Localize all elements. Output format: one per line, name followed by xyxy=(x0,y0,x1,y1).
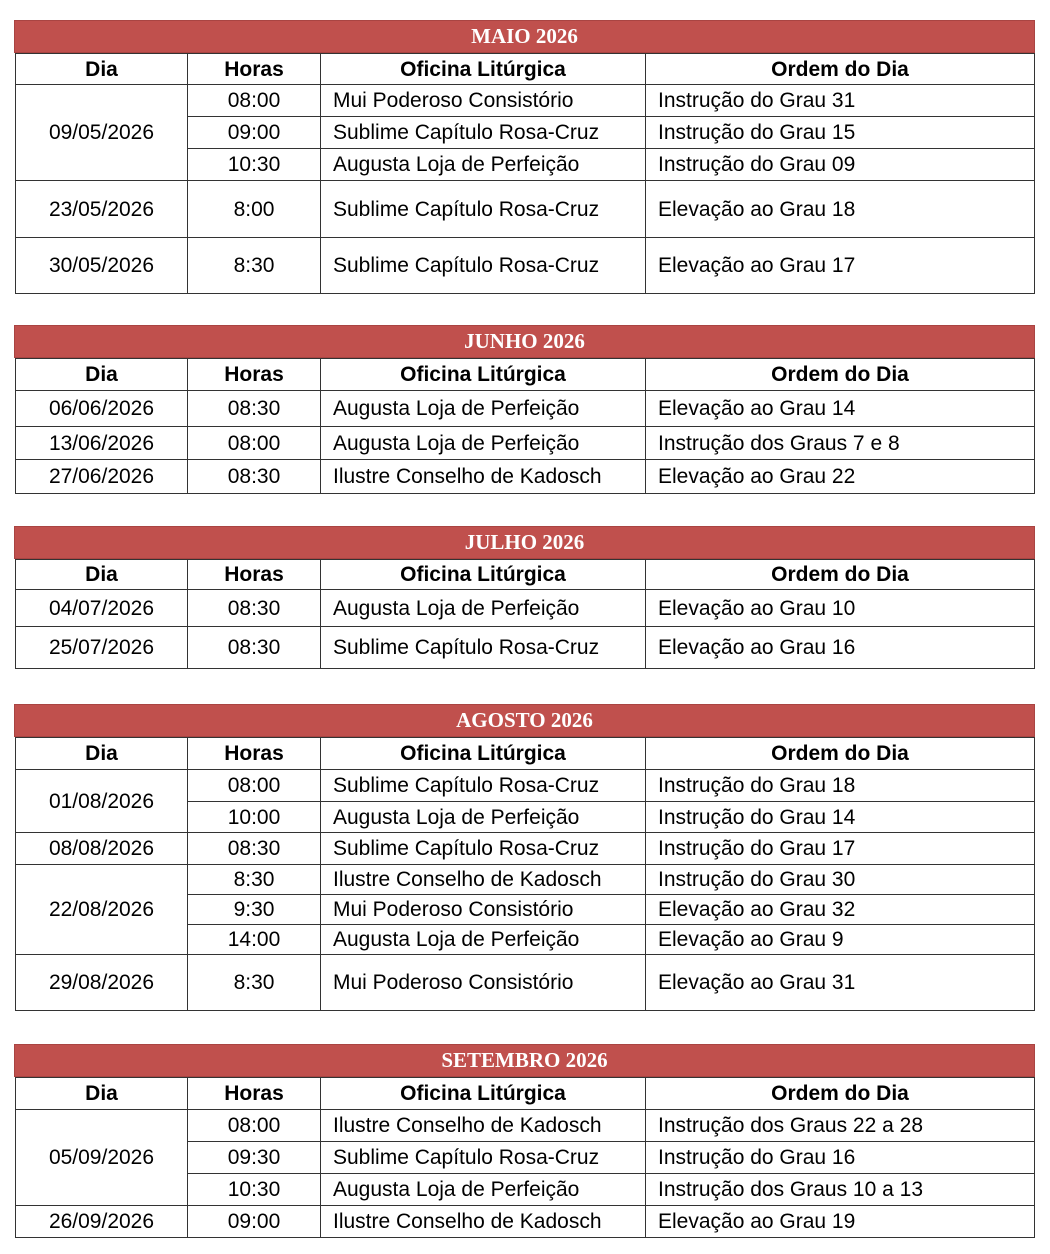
date-cell: 29/08/2026 xyxy=(16,955,188,1011)
col-header-oficina: Oficina Litúrgica xyxy=(321,54,646,85)
month-title: SETEMBRO 2026 xyxy=(14,1044,1035,1077)
col-header-ordem: Ordem do Dia xyxy=(646,359,1035,391)
col-header-horas: Horas xyxy=(188,54,321,85)
month-title: JUNHO 2026 xyxy=(14,325,1035,358)
ordem-cell: Instrução do Grau 16 xyxy=(646,1142,1035,1174)
month-section xyxy=(14,526,1035,669)
header-row xyxy=(16,1078,1035,1110)
col-header-oficina: Oficina Litúrgica xyxy=(321,1078,646,1110)
ordem-cell: Elevação ao Grau 17 xyxy=(646,238,1035,294)
date-cell: 05/09/2026 xyxy=(16,1110,188,1206)
ordem-cell: Instrução do Grau 14 xyxy=(646,802,1035,833)
col-header-ordem: Ordem do Dia xyxy=(646,54,1035,85)
ordem-cell: Elevação ao Grau 19 xyxy=(646,1206,1035,1238)
col-header-oficina: Oficina Litúrgica xyxy=(321,359,646,391)
oficina-cell: Sublime Capítulo Rosa-Cruz xyxy=(321,1142,646,1174)
ordem-cell: Instrução do Grau 17 xyxy=(646,833,1035,865)
ordem-cell: Elevação ao Grau 31 xyxy=(646,955,1035,1011)
table-row xyxy=(16,955,1035,1011)
time-cell: 08:30 xyxy=(188,460,321,494)
ordem-cell: Elevação ao Grau 10 xyxy=(646,590,1035,627)
col-header-dia: Dia xyxy=(16,738,188,770)
month-section xyxy=(14,704,1035,1011)
oficina-cell: Augusta Loja de Perfeição xyxy=(321,590,646,627)
ordem-cell: Elevação ao Grau 22 xyxy=(646,460,1035,494)
oficina-cell: Mui Poderoso Consistório xyxy=(321,85,646,117)
ordem-cell: Instrução do Grau 15 xyxy=(646,117,1035,149)
oficina-cell: Augusta Loja de Perfeição xyxy=(321,1174,646,1206)
time-cell: 8:30 xyxy=(188,238,321,294)
date-cell: 22/08/2026 xyxy=(16,865,188,955)
table-row xyxy=(16,427,1035,460)
ordem-cell: Instrução do Grau 30 xyxy=(646,865,1035,895)
schedule-table xyxy=(15,559,1035,669)
time-cell: 9:30 xyxy=(188,895,321,925)
date-cell: 01/08/2026 xyxy=(16,770,188,833)
month-title: MAIO 2026 xyxy=(14,20,1035,53)
col-header-dia: Dia xyxy=(16,359,188,391)
date-cell: 25/07/2026 xyxy=(16,627,188,669)
ordem-cell: Instrução do Grau 09 xyxy=(646,149,1035,181)
ordem-cell: Elevação ao Grau 14 xyxy=(646,391,1035,427)
date-cell: 27/06/2026 xyxy=(16,460,188,494)
col-header-dia: Dia xyxy=(16,1078,188,1110)
header-row xyxy=(16,560,1035,590)
ordem-cell: Instrução do Grau 18 xyxy=(646,770,1035,802)
ordem-cell: Instrução dos Graus 22 a 28 xyxy=(646,1110,1035,1142)
date-cell: 23/05/2026 xyxy=(16,181,188,238)
schedule-table xyxy=(15,53,1035,294)
oficina-cell: Ilustre Conselho de Kadosch xyxy=(321,1206,646,1238)
col-header-dia: Dia xyxy=(16,560,188,590)
col-header-ordem: Ordem do Dia xyxy=(646,1078,1035,1110)
time-cell: 08:00 xyxy=(188,770,321,802)
time-cell: 09:00 xyxy=(188,117,321,149)
time-cell: 10:30 xyxy=(188,1174,321,1206)
header-row xyxy=(16,738,1035,770)
table-row xyxy=(16,238,1035,294)
oficina-cell: Mui Poderoso Consistório xyxy=(321,895,646,925)
time-cell: 08:30 xyxy=(188,627,321,669)
col-header-horas: Horas xyxy=(188,359,321,391)
time-cell: 08:30 xyxy=(188,391,321,427)
date-cell: 09/05/2026 xyxy=(16,85,188,181)
table-row xyxy=(16,627,1035,669)
oficina-cell: Ilustre Conselho de Kadosch xyxy=(321,460,646,494)
table-row xyxy=(16,590,1035,627)
time-cell: 08:00 xyxy=(188,85,321,117)
header-row xyxy=(16,359,1035,391)
ordem-cell: Instrução do Grau 31 xyxy=(646,85,1035,117)
time-cell: 08:30 xyxy=(188,833,321,865)
ordem-cell: Elevação ao Grau 9 xyxy=(646,925,1035,955)
col-header-oficina: Oficina Litúrgica xyxy=(321,560,646,590)
col-header-oficina: Oficina Litúrgica xyxy=(321,738,646,770)
time-cell: 09:30 xyxy=(188,1142,321,1174)
col-header-horas: Horas xyxy=(188,560,321,590)
month-section xyxy=(14,325,1035,494)
time-cell: 08:00 xyxy=(188,1110,321,1142)
ordem-cell: Instrução dos Graus 7 e 8 xyxy=(646,427,1035,460)
oficina-cell: Sublime Capítulo Rosa-Cruz xyxy=(321,181,646,238)
oficina-cell: Sublime Capítulo Rosa-Cruz xyxy=(321,238,646,294)
table-row xyxy=(16,460,1035,494)
oficina-cell: Augusta Loja de Perfeição xyxy=(321,802,646,833)
table-row xyxy=(16,865,1035,895)
ordem-cell: Elevação ao Grau 18 xyxy=(646,181,1035,238)
oficina-cell: Augusta Loja de Perfeição xyxy=(321,149,646,181)
ordem-cell: Elevação ao Grau 32 xyxy=(646,895,1035,925)
oficina-cell: Sublime Capítulo Rosa-Cruz xyxy=(321,117,646,149)
schedule-table xyxy=(15,737,1035,1011)
table-row xyxy=(16,1110,1035,1142)
schedule-table xyxy=(15,1077,1035,1238)
date-cell: 30/05/2026 xyxy=(16,238,188,294)
oficina-cell: Augusta Loja de Perfeição xyxy=(321,427,646,460)
date-cell: 13/06/2026 xyxy=(16,427,188,460)
month-section xyxy=(14,20,1035,294)
date-cell: 06/06/2026 xyxy=(16,391,188,427)
time-cell: 09:00 xyxy=(188,1206,321,1238)
month-title: JULHO 2026 xyxy=(14,526,1035,559)
col-header-dia: Dia xyxy=(16,54,188,85)
time-cell: 8:00 xyxy=(188,181,321,238)
table-row xyxy=(16,181,1035,238)
oficina-cell: Augusta Loja de Perfeição xyxy=(321,391,646,427)
header-row xyxy=(16,54,1035,85)
col-header-ordem: Ordem do Dia xyxy=(646,738,1035,770)
time-cell: 08:00 xyxy=(188,427,321,460)
col-header-ordem: Ordem do Dia xyxy=(646,560,1035,590)
oficina-cell: Ilustre Conselho de Kadosch xyxy=(321,1110,646,1142)
oficina-cell: Sublime Capítulo Rosa-Cruz xyxy=(321,833,646,865)
month-section xyxy=(14,1044,1035,1238)
table-row xyxy=(16,770,1035,802)
col-header-horas: Horas xyxy=(188,738,321,770)
oficina-cell: Ilustre Conselho de Kadosch xyxy=(321,865,646,895)
time-cell: 8:30 xyxy=(188,865,321,895)
table-row xyxy=(16,1206,1035,1238)
schedule-table xyxy=(15,358,1035,494)
time-cell: 08:30 xyxy=(188,590,321,627)
time-cell: 14:00 xyxy=(188,925,321,955)
date-cell: 04/07/2026 xyxy=(16,590,188,627)
oficina-cell: Augusta Loja de Perfeição xyxy=(321,925,646,955)
time-cell: 8:30 xyxy=(188,955,321,1011)
month-title: AGOSTO 2026 xyxy=(14,704,1035,737)
oficina-cell: Sublime Capítulo Rosa-Cruz xyxy=(321,627,646,669)
ordem-cell: Elevação ao Grau 16 xyxy=(646,627,1035,669)
col-header-horas: Horas xyxy=(188,1078,321,1110)
ordem-cell: Instrução dos Graus 10 a 13 xyxy=(646,1174,1035,1206)
time-cell: 10:30 xyxy=(188,149,321,181)
table-row xyxy=(16,391,1035,427)
table-row xyxy=(16,85,1035,117)
oficina-cell: Mui Poderoso Consistório xyxy=(321,955,646,1011)
date-cell: 26/09/2026 xyxy=(16,1206,188,1238)
date-cell: 08/08/2026 xyxy=(16,833,188,865)
time-cell: 10:00 xyxy=(188,802,321,833)
oficina-cell: Sublime Capítulo Rosa-Cruz xyxy=(321,770,646,802)
table-row xyxy=(16,833,1035,865)
